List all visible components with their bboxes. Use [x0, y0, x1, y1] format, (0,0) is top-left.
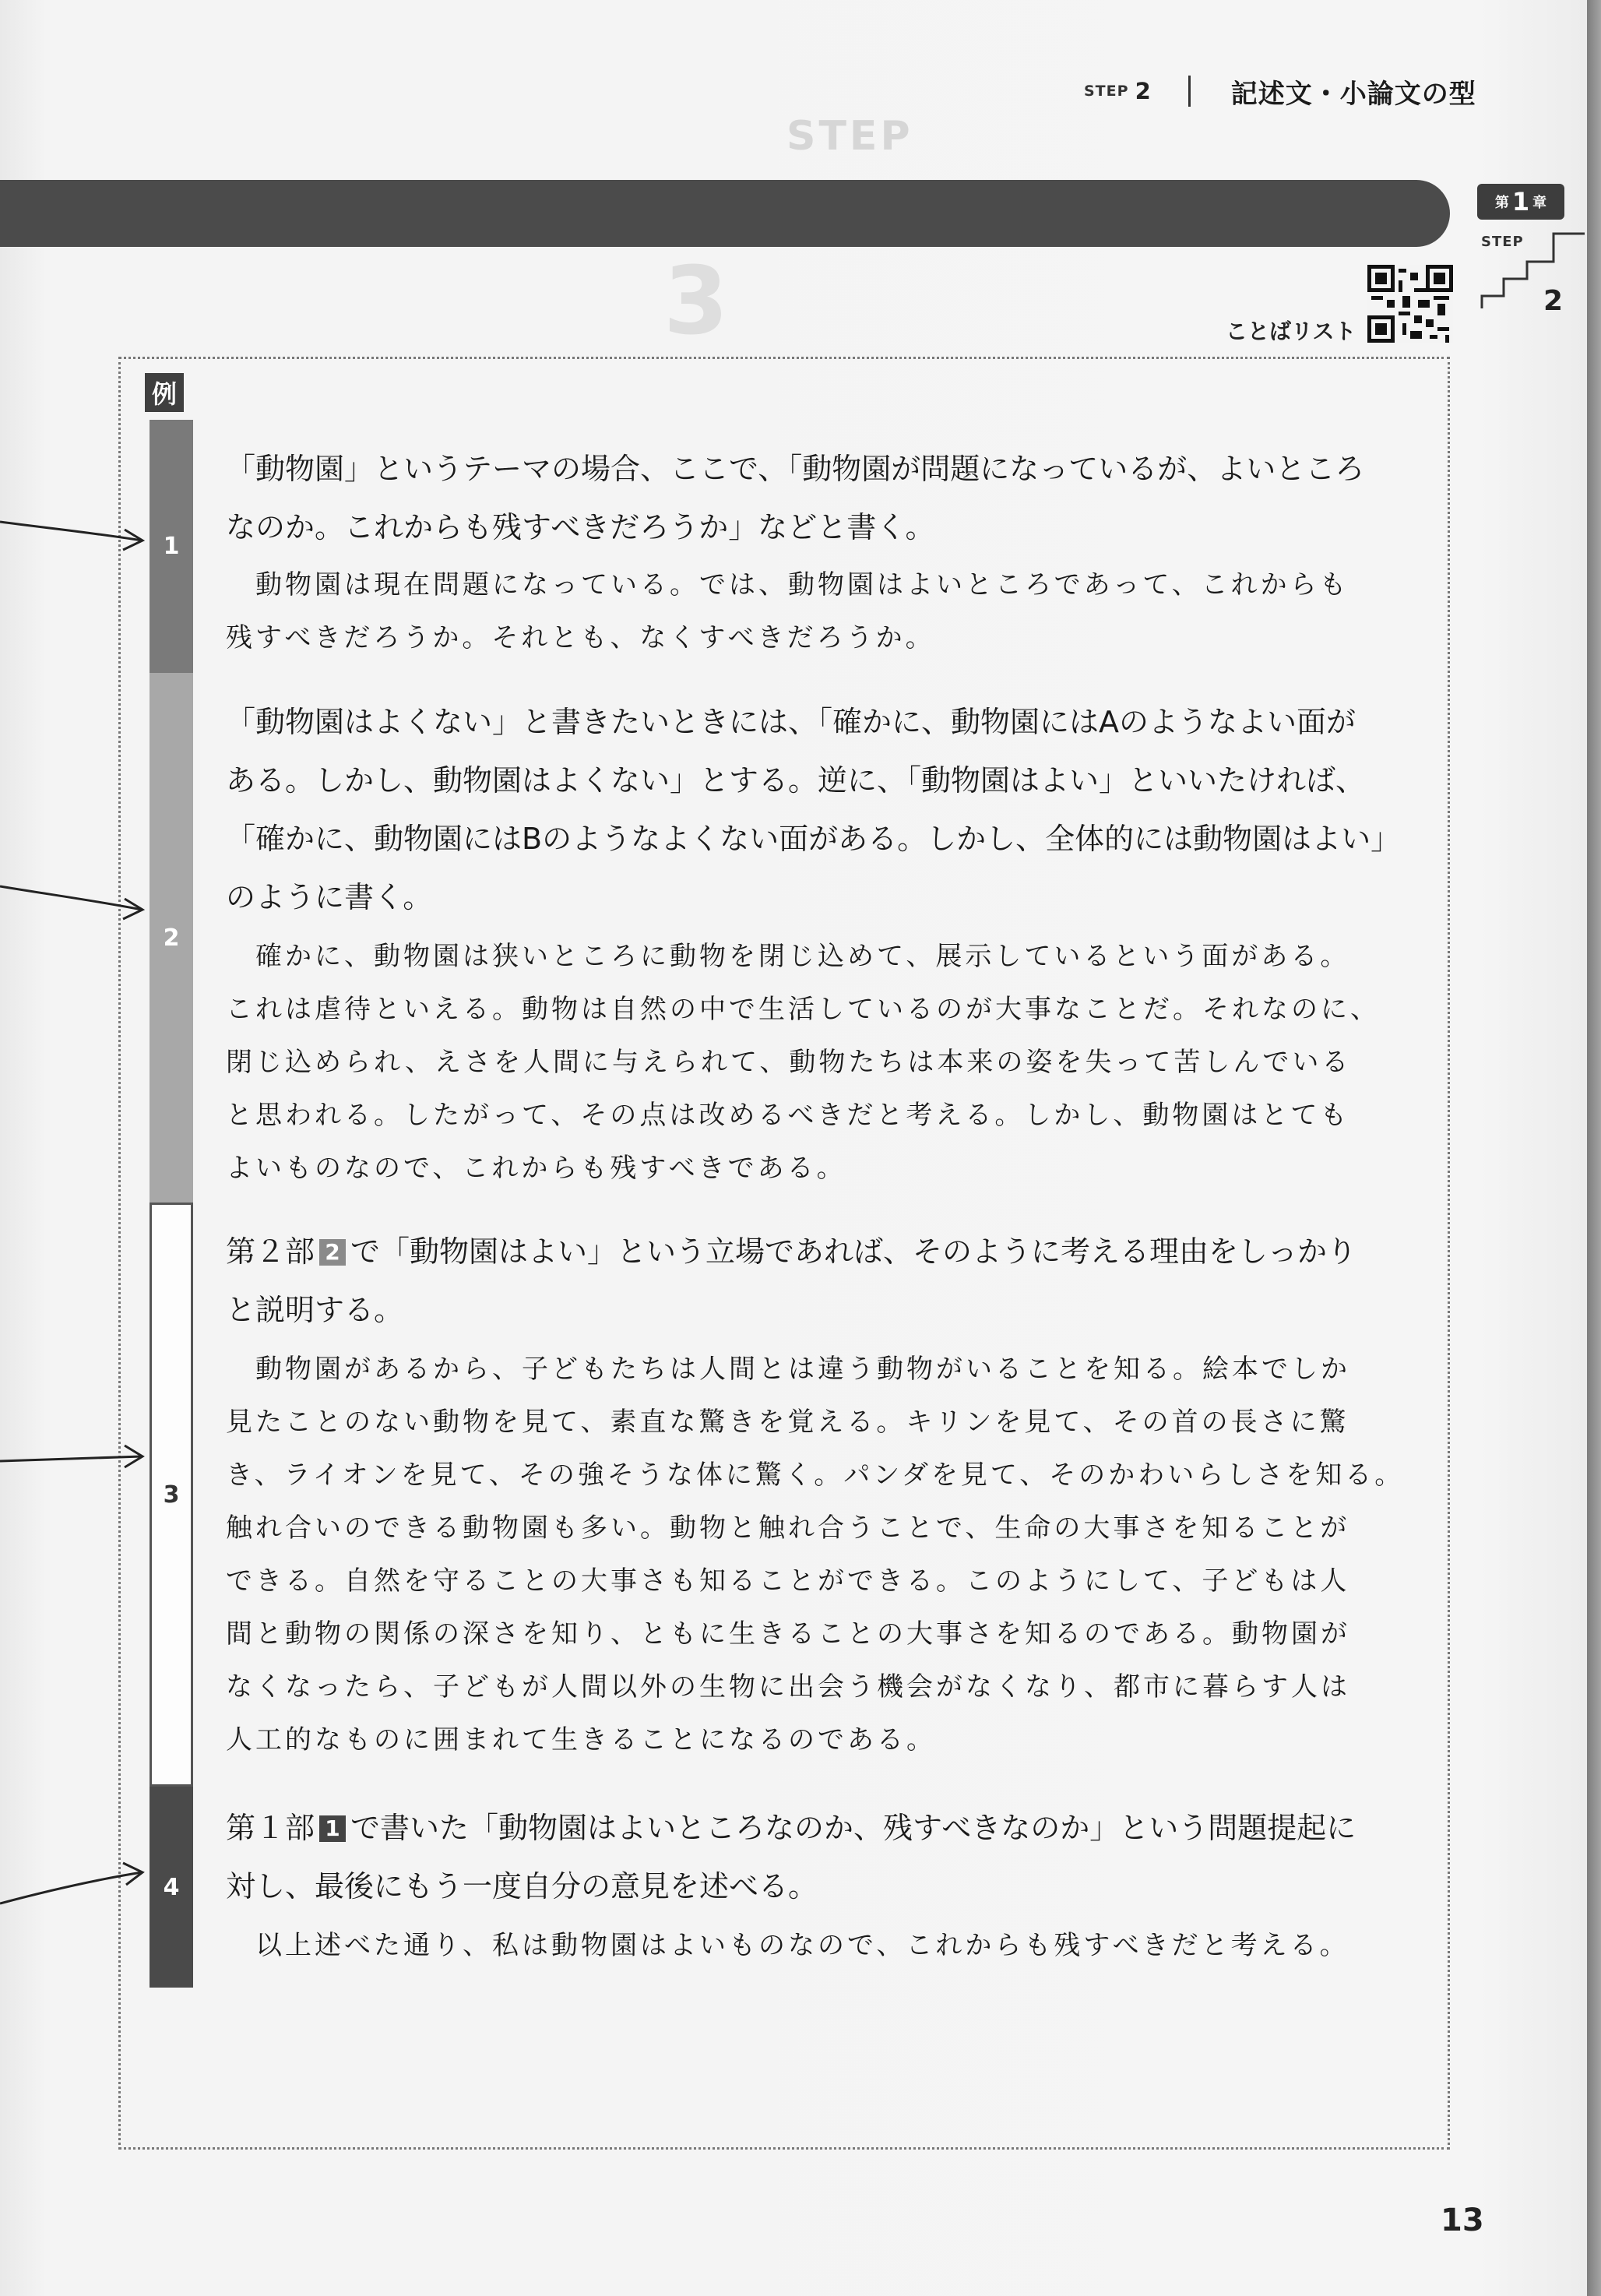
example-line: 以上述べた通り、私は動物園はよいものなので、これからも残すべきだと考える。: [255, 1930, 1349, 1961]
section-title: 記述文・小論文の型: [1230, 78, 1476, 110]
example-line: できる。自然を守ることの大事さも知ることができる。このようにして、子どもは人: [226, 1565, 1350, 1597]
guide-line: 「確かに、動物園にはBのようなよくない面がある。しかし、全体的には動物園はよい」: [226, 822, 1401, 856]
guide-line: と説明する。: [226, 1293, 404, 1327]
guide-line: 「動物園」というテーマの場合、ここで、「動物園が問題になっているが、よいところ: [226, 452, 1365, 486]
step-number: 2: [1135, 78, 1151, 104]
guide-line: [226, 1223, 1441, 1281]
example-line: なくなったら、子どもが人間以外の生物に出会う機会がなくなり、都市に暮らす人は: [226, 1671, 1350, 1703]
example-line: これは虐待といえる。動物は自然の中で生活しているのが大事なことだ。それなのに、: [226, 994, 1380, 1025]
arrow-icon: [0, 1435, 148, 1481]
guide-line: 対し、最後にもう一度自分の意見を述べる。: [226, 1869, 818, 1903]
guide-line: 「動物園はよくない」と書きたいときには、「確かに、動物園にはAのようなよい面が: [226, 705, 1356, 739]
chapter-prefix: 第: [1494, 195, 1509, 211]
bleed-through-text: STEP: [786, 113, 913, 160]
guide-line: なのか。これからも残すべきだろうか」などと書く。: [226, 510, 935, 544]
example-line: き、ライオンを見て、その強そうな体に驚く。パンダを見て、そのかわいらしさを知る。: [226, 1460, 1405, 1491]
example-line: 動物園は現在問題になっている。では、動物園はよいところであって、これからも: [255, 569, 1349, 600]
word-list-label: ことばリスト: [1226, 319, 1356, 344]
example-line: 動物園があるから、子どもたちは人間とは違う動物がいることを知る。絵本でしか: [255, 1354, 1350, 1385]
example-line: 残すべきだろうか。それとも、なくすべきだろうか。: [226, 622, 935, 653]
example-line: 確かに、動物園は狭いところに動物を閉じ込めて、展示しているという面がある。: [255, 941, 1350, 972]
bleed-through-text: 3: [663, 248, 729, 356]
arrow-icon: [0, 879, 148, 925]
section-3: [226, 1223, 1441, 1766]
example-line: 見たことのない動物を見て、素直な驚きを覚える。キリンを見て、その首の長さに驚: [226, 1407, 1349, 1438]
chapter-tab: [1477, 184, 1564, 220]
part-number-box: 2: [319, 1239, 346, 1266]
example-line: よいものなので、これからも残すべきである。: [226, 1153, 846, 1184]
page-number: 13: [1441, 2203, 1484, 2238]
header-divider: [1188, 76, 1191, 107]
guide-line: のように書く。: [226, 880, 433, 914]
part-label: 第２部: [226, 1234, 315, 1269]
section-4: [226, 1799, 1441, 1972]
section-2: [226, 693, 1441, 1195]
arrow-icon: [0, 1851, 148, 1913]
guide-text: で書いた「動物園はよいところなのか、残すべきなのか」という問題提起に: [350, 1811, 1356, 1845]
chapter-suffix: 章: [1532, 195, 1547, 211]
section-marker-4: 4: [150, 1787, 193, 1988]
chapter-banner: [0, 180, 1450, 247]
section-marker-3: 3: [150, 1203, 193, 1787]
section-marker-2: 2: [150, 673, 193, 1203]
guide-line: [226, 1799, 1441, 1858]
example-badge: 例: [145, 373, 184, 412]
example-line: 閉じ込められ、えさを人間に与えられて、動物たちは本来の姿を失って苦しんでいる: [226, 1047, 1352, 1078]
arrow-icon: [0, 506, 148, 553]
example-line: と思われる。したがって、その点は改めるべきだと考える。しかし、動物園はとても: [226, 1100, 1350, 1131]
stair-step-label: STEP: [1481, 234, 1524, 250]
step-label: STEP: [1084, 83, 1129, 100]
section-marker-1: 1: [150, 420, 193, 673]
part-number-box: 1: [319, 1815, 346, 1842]
running-head: [1084, 72, 1476, 111]
stair-step-number: 2: [1543, 285, 1564, 317]
guide-line: ある。しかし、動物園はよくない」とする。逆に、「動物園はよい」といいたければ、: [226, 763, 1366, 798]
section-1: [226, 440, 1441, 664]
guide-text: で「動物園はよい」という立場であれば、そのように考える理由をしっかり: [350, 1234, 1357, 1269]
example-line: 人工的なものに囲まれて生きることになるのである。: [226, 1724, 936, 1755]
example-line: 触れ合いのできる動物園も多い。動物と触れ合うことで、生命の大事さを知ることが: [226, 1512, 1350, 1544]
chapter-number: 1: [1511, 187, 1530, 217]
page-edge: [1587, 0, 1601, 2296]
qr-code-icon: [1367, 265, 1453, 343]
example-line: 間と動物の関係の深さを知り、ともに生きることの大事さを知るのである。動物園が: [226, 1618, 1350, 1650]
part-label: 第１部: [226, 1811, 315, 1845]
